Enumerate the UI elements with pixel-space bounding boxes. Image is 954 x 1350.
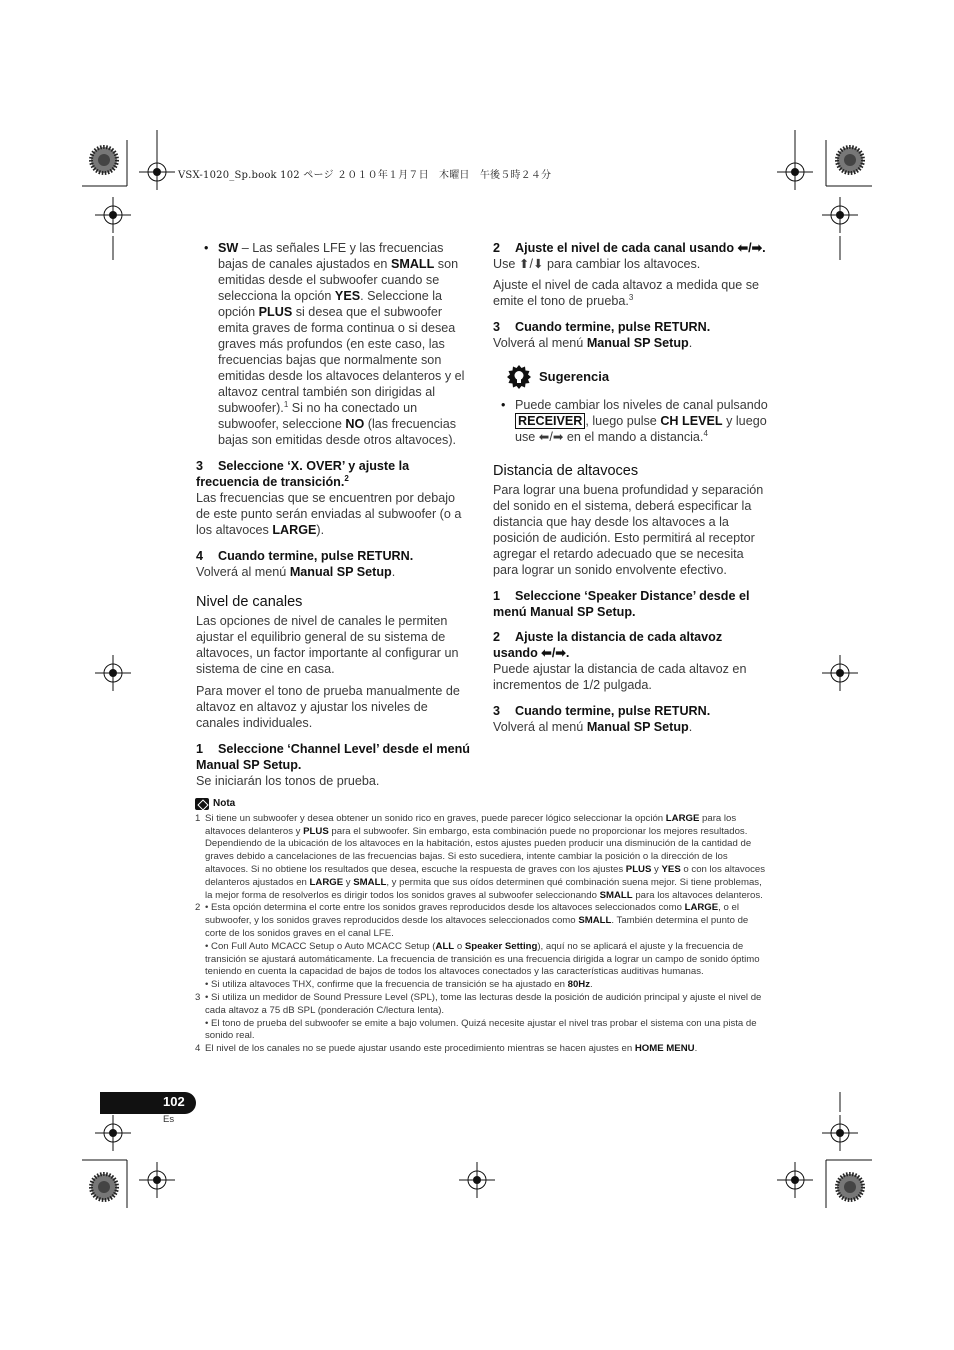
color-bar-star-icon	[91, 147, 117, 173]
step-1-speaker-distance: 1 Seleccione ‘Speaker Distance’ desde el menú Manual SP Setup.	[493, 589, 750, 619]
d-step-2-body: Puede ajustar la distancia de cada altavoz en incrementos de 1/2 pulgada.	[493, 662, 747, 692]
step-2-body-a: Use ⬆/⬇ para cambiar los altavoces.	[493, 257, 701, 271]
receiver-key: RECEIVER	[515, 413, 585, 429]
color-bar-star-icon	[837, 1174, 863, 1200]
footnote-4: 4 El nivel de los canales no se puede ajustar usando este procedimiento mientras se hacen ajustes en HOME MENU.	[195, 1043, 698, 1055]
step-1-channel-level: 1 Seleccione ‘Channel Level’ desde el menú Manual SP Setup.	[196, 742, 470, 772]
tip-header: Sugerencia	[507, 365, 769, 389]
step-2-body-b: Ajuste el nivel de cada altavoz a medida que se emite el tono de prueba.$^3$	[493, 278, 760, 308]
lightbulb-icon	[507, 365, 531, 389]
distancia-paragraph: Para lograr una buena profundidad y separación del sonido en el sistema, deberá especificar la distancia que hay desde los altavoces a la posición de audición. Esto permitirá al receptor agregar el retardo adecuado que se necesita para lograr un sonido envolvente efectivo.	[493, 483, 764, 577]
step-3-body: Las frecuencias que se encuentren por debajo de este punto serán enviadas al subwoofer (o a los altavoces LARGE).	[196, 491, 462, 537]
registration-mark-icon	[822, 197, 858, 233]
section-heading-nivel: Nivel de canales	[196, 594, 303, 610]
step-2-adjust-distance: 2 Ajuste la distancia de cada altavoz usando ⬅/➡.	[493, 630, 723, 660]
page-number: 102	[163, 1094, 185, 1109]
registration-mark-icon	[95, 1115, 131, 1151]
step-3-distance-return: 3 Cuando termine, pulse RETURN.	[493, 704, 711, 718]
step-3-xover: 3 Seleccione ‘X. OVER’ y ajuste la frecuencia de transición.$^2$	[196, 459, 410, 489]
print-header: VSX-1020_Sp.book 102 ページ ２０１０年１月７日 木曜日 午後５時２４分	[178, 170, 552, 181]
footnote-2: 2 • Esta opción determina el corte entre los sonidos graves reproducidos desde los altavoces seleccionados como LARGE, o el subwoofer, y los sonidos graves reproducidos desde los altavoces seleccionados como SMALL. También determina el punto de corte de los sonidos graves en el canal LFE. • Con Full Auto MCACC Setup o Auto MCACC Setup (ALL o Speaker Setting), aquí no se aplicará el ajuste y la frecuencia de transición se ajustará automáticamente. La frecuencia de transición es una frecuencia dirigida a lograr un campo de sonido óptimo teniendo en cuenta la capacidad de bajos de todos los altavoces conectados y las características auditivas humanas. • Si utiliza altavoces THX, confirme que la frecuencia de transición se ha ajustado en 80Hz.	[195, 902, 760, 991]
registration-mark-icon	[139, 1162, 175, 1198]
registration-mark-icon	[822, 1115, 858, 1151]
step-4-body: Volverá al menú Manual SP Setup.	[196, 565, 396, 579]
d-step-3-body: Volverá al menú Manual SP Setup.	[493, 720, 693, 734]
tip-bullet: • Puede cambiar los niveles de canal pulsando RECEIVER , luego pulse CH LEVEL y luego use ⬅/➡ en el mando a distancia.$^4$	[493, 397, 769, 445]
color-bar-star-icon	[837, 147, 863, 173]
footnote-1: 1 Si tiene un subwoofer y desea obtener un sonido rico en graves, puede parecer lógico seleccionar la opción LARGE para los altavoces delanteros y PLUS para el subwoofer. Sin embargo, esta combinación puede no proporcionar los mejores resultados. Dependiendo de la ubicación de los altavoces en la habitación, estos ajustes pueden producir una disminución de la cantidad de graves debido a cancelaciones de las frecuencias bajas. Si esto sucediera, intente cambiar la posición o la dirección de los altavoces. Si no obtiene los resultados que desea, escuche la respuesta de graves con los ajustes PLUS y YES o con los altavoces delanteros ajustados en LARGE y SMALL, y permita que sus oídos determinen qué combinación suena mejor. Si tiene problemas, la mejor forma de resolverlos es dirigir todos los sonidos graves al subwoofer seleccionando SMALL para los altavoces delanteros.	[195, 812, 765, 901]
registration-mark-icon	[777, 1162, 813, 1198]
registration-mark-icon	[459, 1162, 495, 1198]
registration-mark-icon	[95, 655, 131, 691]
step-3-body: Volverá al menú Manual SP Setup.	[493, 336, 693, 350]
left-column	[196, 240, 472, 794]
registration-mark-icon	[822, 655, 858, 691]
nivel-paragraph-2: Para mover el tono de prueba manualmente de altavoz en altavoz y ajustar los niveles de canales individuales.	[196, 684, 460, 730]
note-pencil-icon	[195, 798, 209, 810]
color-bar-star-icon	[91, 1174, 117, 1200]
section-heading-distancia: Distancia de altavoces	[493, 463, 639, 479]
nivel-paragraph-1: Las opciones de nivel de canales le permiten ajustar el equilibrio general de su sistema de altavoces, un factor importante al configurar un sistema de cine en casa.	[196, 614, 459, 676]
footnotes	[195, 798, 767, 1056]
note-header: Nota	[195, 798, 767, 811]
step-1-body: Se iniciarán los tonos de prueba.	[196, 774, 380, 788]
step-3-return: 3 Cuando termine, pulse RETURN.	[493, 320, 711, 334]
step-4-return: 4 Cuando termine, pulse RETURN.	[196, 549, 414, 563]
registration-mark-icon	[95, 197, 131, 233]
registration-mark-icon	[777, 154, 813, 190]
step-2-adjust-level: 2 Ajuste el nivel de cada canal usando ⬅/➡.	[493, 241, 766, 255]
bullet-sw: • SW – Las señales LFE y las frecuencias bajas de canales ajustados en SMALL son emitidas desde el subwoofer cuando se selecciona la opción YES. Seleccione la opción PLUS si desea que el subwoofer emita graves de forma continua o si desea graves más profundos (en este caso, las frecuencias bajas que normalmente son emitidas desde los altavoces delanteros y el altavoz central también son dirigidas al subwoofer).$^1$ Si no ha conectado un subwoofer, seleccione NO (las frecuencias bajas son emitidas desde otros altavoces).	[196, 240, 472, 448]
footnote-3: 3 • Si utiliza un medidor de Sound Pressure Level (SPL), tome las lecturas desde la posición de audición principal y ajuste el nivel de cada altavoz a 75 dB SPL (ponderación C/lectura lenta). • El tono de prueba del subwoofer se emite a bajo volumen. Quizá necesite ajustar el nivel tras probar el sistema con una pista de sonido real.	[195, 991, 762, 1042]
right-column	[493, 240, 769, 740]
page-language: Es	[163, 1114, 175, 1125]
registration-mark-icon	[139, 154, 175, 190]
